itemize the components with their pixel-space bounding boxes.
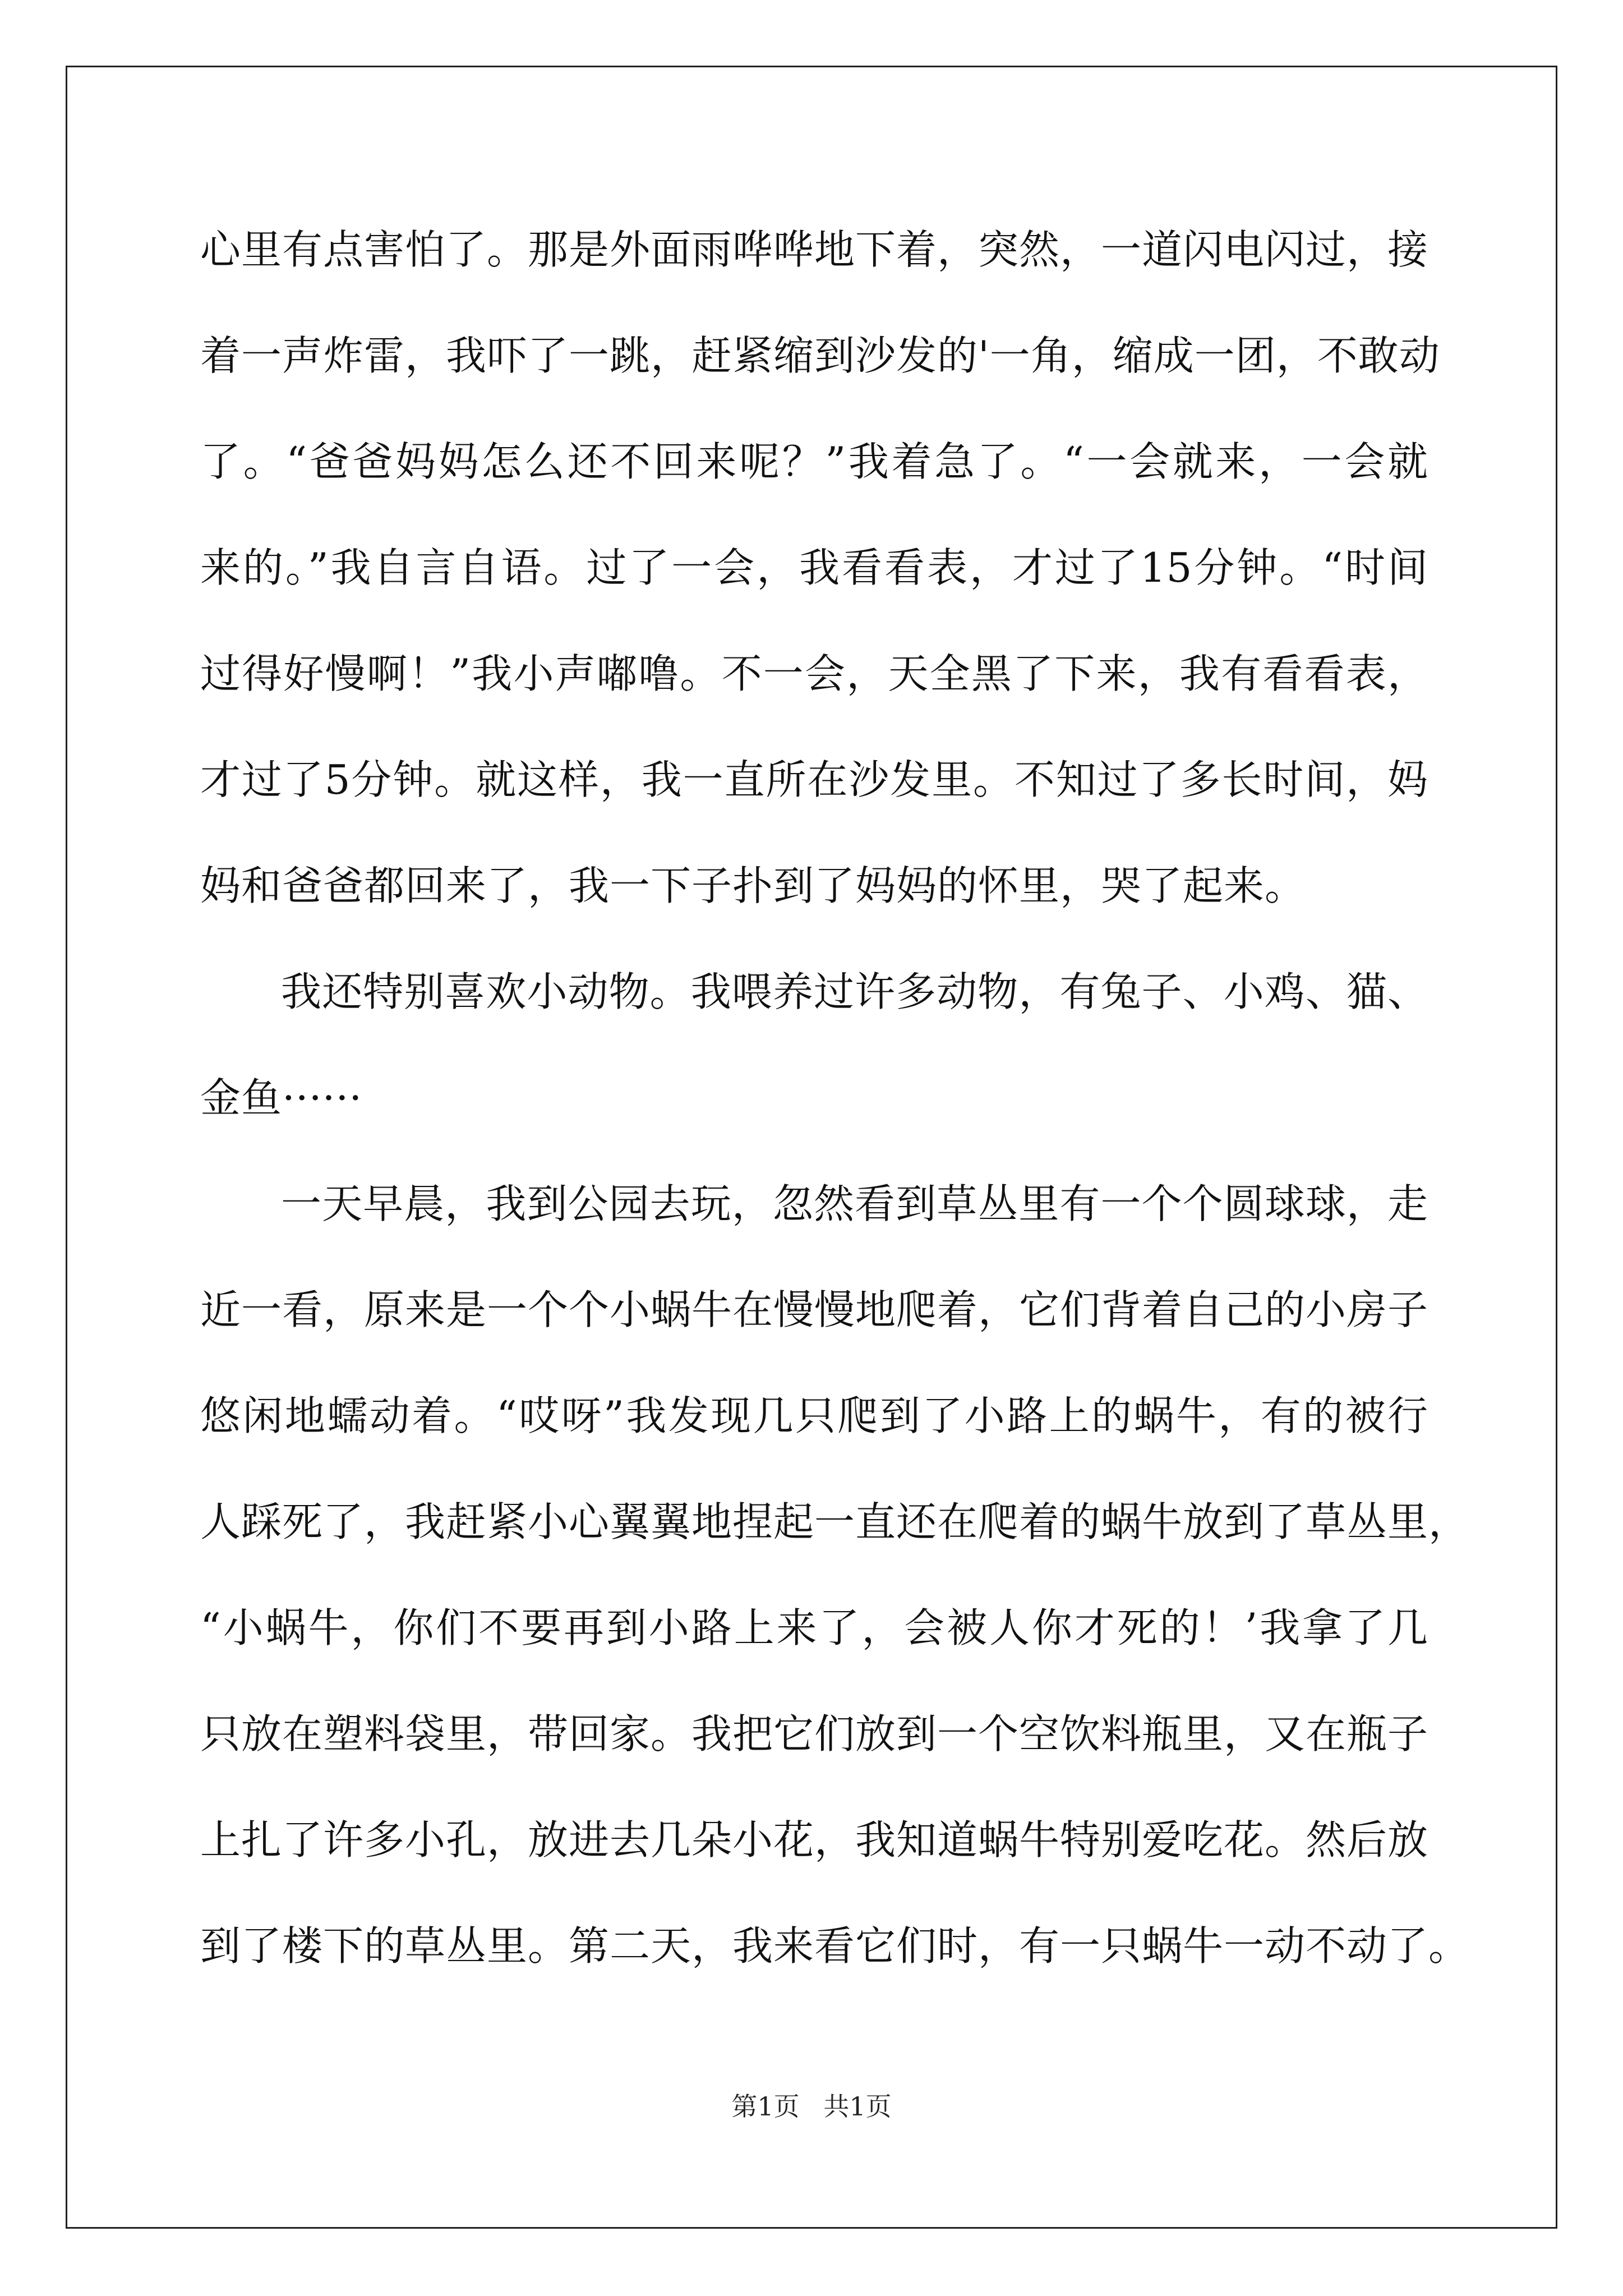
text-line: 着一声炸雷，我吓了一跳，赶紧缩到沙发的'一角，缩成一团，不敢动 (200, 332, 1440, 379)
text-line: 来的。”我自言自语。过了一会，我看看表，才过了15分钟。“时间 (200, 544, 1428, 591)
text-line: 只放在塑料袋里，带回家。我把它们放到一个空饮料瓶里，又在瓶子 (200, 1710, 1429, 1757)
text-line: 才过了5分钟。就这样，我一直所在沙发里。不知过了多长时间，妈 (200, 756, 1428, 803)
paragraph-first-line: 我还特别喜欢小动物。我喂养过许多动物，有兔子、小鸡、猫、 (281, 968, 1428, 1015)
text-line: 心里有点害怕了。那是外面雨哗哗地下着，突然，一道闪电闪过，接 (200, 226, 1429, 273)
text-line: 妈和爸爸都回来了，我一下子扑到了妈妈的怀里，哭了起来。 (200, 862, 1306, 909)
page-number: 第1页 (731, 2091, 800, 2122)
text-line: 到了楼下的草丛里。第二天，我来看它们时，有一只蜗牛一动不动了。 (200, 1922, 1470, 1970)
page-footer (0, 2090, 1623, 2123)
text-line: 悠闲地蠕动着。“哎呀”我发现几只爬到了小路上的蜗牛，有的被行 (200, 1392, 1428, 1439)
text-line: 过得好慢啊！”我小声嘟噜。不一会，天全黑了下来，我有看看表， (200, 650, 1428, 697)
page-count: 共1页 (823, 2091, 892, 2122)
text-line: 人踩死了，我赶紧小心翼翼地捏起一直还在爬着的蜗牛放到了草丛里， (200, 1498, 1470, 1545)
paragraph-first-line: 一天早晨，我到公园去玩，忽然看到草丛里有一个个圆球球，走 (281, 1180, 1428, 1227)
text-line: “小蜗牛，你们不要再到小路上来了，会被人你才死的！’我拿了几 (200, 1604, 1428, 1651)
text-line: 金鱼······ (200, 1074, 363, 1121)
page-border (66, 66, 1557, 2229)
text-line: 上扎了许多小孔，放进去几朵小花，我知道蜗牛特别爱吃花。然后放 (200, 1816, 1429, 1864)
text-line: 了。“爸爸妈妈怎么还不回来呢？”我着急了。“一会就来，一会就 (200, 438, 1428, 485)
text-line: 近一看，原来是一个个小蜗牛在慢慢地爬着，它们背着自己的小房子 (200, 1286, 1429, 1333)
